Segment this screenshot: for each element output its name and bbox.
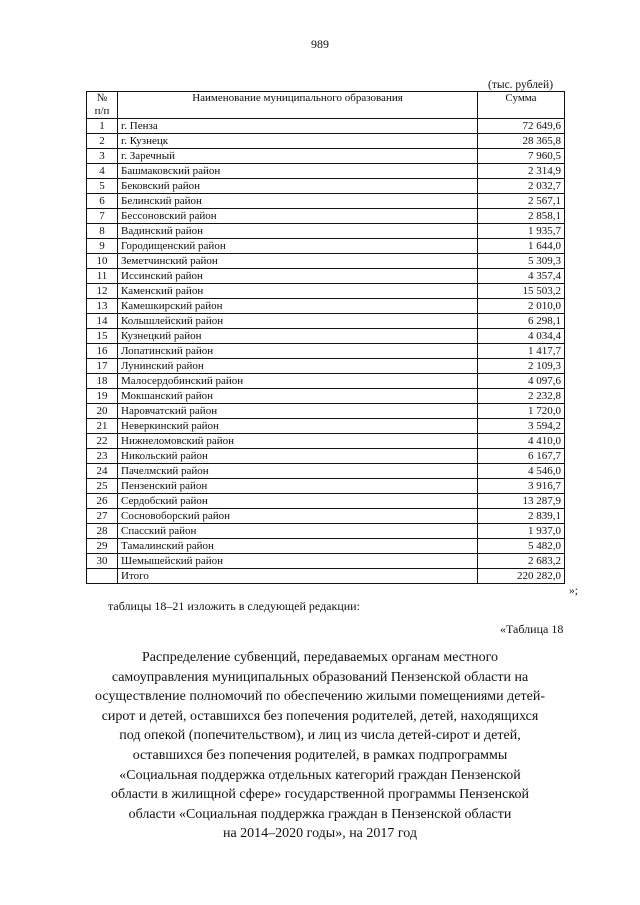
row-sum: 28 365,8 (478, 134, 565, 149)
row-name: Сосновоборский район (118, 509, 478, 524)
row-sum: 6 167,7 (478, 449, 565, 464)
row-name: Белинский район (118, 194, 478, 209)
row-number: 25 (87, 479, 118, 494)
row-number: 28 (87, 524, 118, 539)
row-name: Каменский район (118, 284, 478, 299)
units-label: (тыс. рублей) (488, 79, 554, 91)
table-row (87, 404, 565, 419)
row-number: 13 (87, 299, 118, 314)
row-sum: 2 232,8 (478, 389, 565, 404)
row-number: 22 (87, 434, 118, 449)
row-sum: 1 937,0 (478, 524, 565, 539)
table-heading (50, 648, 590, 844)
total-sum: 220 282,0 (478, 569, 565, 584)
table-row (87, 329, 565, 344)
table-row (87, 344, 565, 359)
table-row (87, 239, 565, 254)
row-name: Иссинский район (118, 269, 478, 284)
heading-line: Распределение субвенций, передаваемых органам местного (141, 650, 498, 665)
row-sum: 4 357,4 (478, 269, 565, 284)
table-row (87, 194, 565, 209)
row-name: Башмаковский район (118, 164, 478, 179)
intro-text: таблицы 18–21 изложить в следующей редакции: (108, 599, 360, 613)
row-number: 15 (87, 329, 118, 344)
row-number: 19 (87, 389, 118, 404)
row-name: г. Пенза (118, 119, 478, 134)
row-number: 16 (87, 344, 118, 359)
row-name: Сердобский район (118, 494, 478, 509)
table-row (87, 524, 565, 539)
row-name: Бековский район (118, 179, 478, 194)
row-sum: 1 935,7 (478, 224, 565, 239)
table-row (87, 224, 565, 239)
table-row (87, 284, 565, 299)
row-name: Пачелмский район (118, 464, 478, 479)
total-number (87, 569, 118, 584)
row-number: 27 (87, 509, 118, 524)
row-sum: 2 683,2 (478, 554, 565, 569)
row-number: 14 (87, 314, 118, 329)
table-row (87, 374, 565, 389)
row-sum: 4 410,0 (478, 434, 565, 449)
row-number: 2 (87, 134, 118, 149)
table-row (87, 269, 565, 284)
row-name: Неверкинский район (118, 419, 478, 434)
row-sum: 5 309,3 (478, 254, 565, 269)
row-name: Нижнеломовский район (118, 434, 478, 449)
row-number: 20 (87, 404, 118, 419)
table-row (87, 149, 565, 164)
heading-line: сирот и детей, оставшихся без попечения родителей, детей, находящихся (101, 708, 539, 724)
row-sum: 2 109,3 (478, 359, 565, 374)
table-row (87, 359, 565, 374)
table-row (87, 299, 565, 314)
row-name: Мокшанский район (118, 389, 478, 404)
row-number: 29 (87, 539, 118, 554)
subsidy-table (86, 91, 565, 584)
row-name: Колышлейский район (118, 314, 478, 329)
table-row (87, 539, 565, 554)
header-name: Наименование муниципального образования (118, 92, 478, 119)
row-name: Спасский район (118, 524, 478, 539)
row-sum: 13 287,9 (478, 494, 565, 509)
row-sum: 7 960,5 (478, 149, 565, 164)
row-sum: 2 858,1 (478, 209, 565, 224)
row-number: 6 (87, 194, 118, 209)
row-number: 23 (87, 449, 118, 464)
row-name: Никольский район (118, 449, 478, 464)
row-number: 8 (87, 224, 118, 239)
row-sum: 2 839,1 (478, 509, 565, 524)
row-name: Бессоновский район (118, 209, 478, 224)
row-name: Шемышейский район (118, 554, 478, 569)
row-sum: 6 298,1 (478, 314, 565, 329)
row-number: 5 (87, 179, 118, 194)
row-number: 26 (87, 494, 118, 509)
row-sum: 1 417,7 (478, 344, 565, 359)
row-number: 9 (87, 239, 118, 254)
row-number: 24 (87, 464, 118, 479)
row-number: 3 (87, 149, 118, 164)
row-sum: 1 720,0 (478, 404, 565, 419)
row-number: 4 (87, 164, 118, 179)
header-sum: Сумма (478, 92, 565, 119)
row-name: г. Заречный (118, 149, 478, 164)
row-sum: 2 567,1 (478, 194, 565, 209)
row-sum: 72 649,6 (478, 119, 565, 134)
total-row (87, 569, 565, 584)
table-row (87, 464, 565, 479)
row-sum: 15 503,2 (478, 284, 565, 299)
page-number: 989 (311, 37, 329, 51)
table-row (87, 419, 565, 434)
table-row (87, 179, 565, 194)
heading-line: области «Социальная поддержка граждан в Пензенской области (128, 806, 512, 822)
row-name: Земетчинский район (118, 254, 478, 269)
row-number: 18 (87, 374, 118, 389)
table-row (87, 164, 565, 179)
heading-line: «Социальная поддержка отдельных категорий граждан Пензенской (119, 767, 521, 783)
row-name: Малосердобинский район (118, 374, 478, 389)
closing-quote-mark: »; (569, 585, 578, 597)
row-name: Кузнецкий район (118, 329, 478, 344)
row-number: 11 (87, 269, 118, 284)
row-sum: 2 010,0 (478, 299, 565, 314)
row-sum: 4 097,6 (478, 374, 565, 389)
table-row (87, 479, 565, 494)
heading-line: области в жилищной сфере» государственной программы Пензенской (111, 787, 529, 803)
heading-line: под опекой (попечительством), и лиц из числа детей-сирот и детей, (119, 728, 521, 744)
table-label: «Таблица 18 (500, 622, 564, 636)
row-sum: 1 644,0 (478, 239, 565, 254)
total-label: Итого (118, 569, 478, 584)
row-sum: 4 546,0 (478, 464, 565, 479)
row-sum: 4 034,4 (478, 329, 565, 344)
row-number: 17 (87, 359, 118, 374)
table-row (87, 509, 565, 524)
table-row (87, 494, 565, 509)
row-number: 12 (87, 284, 118, 299)
row-number: 21 (87, 419, 118, 434)
row-sum: 5 482,0 (478, 539, 565, 554)
table-row (87, 434, 565, 449)
table-row (87, 449, 565, 464)
row-name: Лунинский район (118, 359, 478, 374)
row-number: 10 (87, 254, 118, 269)
row-name: Пензенский район (118, 479, 478, 494)
heading-line: осуществление полномочий по обеспечению жилыми помещениями детей- (95, 689, 545, 705)
header-number: № п/п (87, 92, 118, 119)
row-name: Камешкирский район (118, 299, 478, 314)
row-sum: 2 032,7 (478, 179, 565, 194)
table-row (87, 209, 565, 224)
table-row (87, 134, 565, 149)
heading-line: самоуправления муниципальных образований Пензенской области на (111, 669, 529, 685)
row-sum: 2 314,9 (478, 164, 565, 179)
heading-line: на 2014–2020 годы», на 2017 год (222, 826, 418, 842)
row-name: Вадинский район (118, 224, 478, 239)
row-name: г. Кузнецк (118, 134, 478, 149)
table-row (87, 119, 565, 134)
table-row (87, 554, 565, 569)
table-body (87, 119, 565, 584)
row-name: Лопатинский район (118, 344, 478, 359)
row-number: 1 (87, 119, 118, 134)
heading-line: оставшихся без попечения родителей, в рамках подпрограммы (132, 747, 508, 763)
row-number: 30 (87, 554, 118, 569)
row-sum: 3 916,7 (478, 479, 565, 494)
row-name: Тамалинский район (118, 539, 478, 554)
table-header-row (87, 92, 565, 119)
table-row (87, 254, 565, 269)
table-row (87, 314, 565, 329)
row-name: Наровчатский район (118, 404, 478, 419)
row-number: 7 (87, 209, 118, 224)
table-row (87, 389, 565, 404)
row-name: Городищенский район (118, 239, 478, 254)
row-sum: 3 594,2 (478, 419, 565, 434)
